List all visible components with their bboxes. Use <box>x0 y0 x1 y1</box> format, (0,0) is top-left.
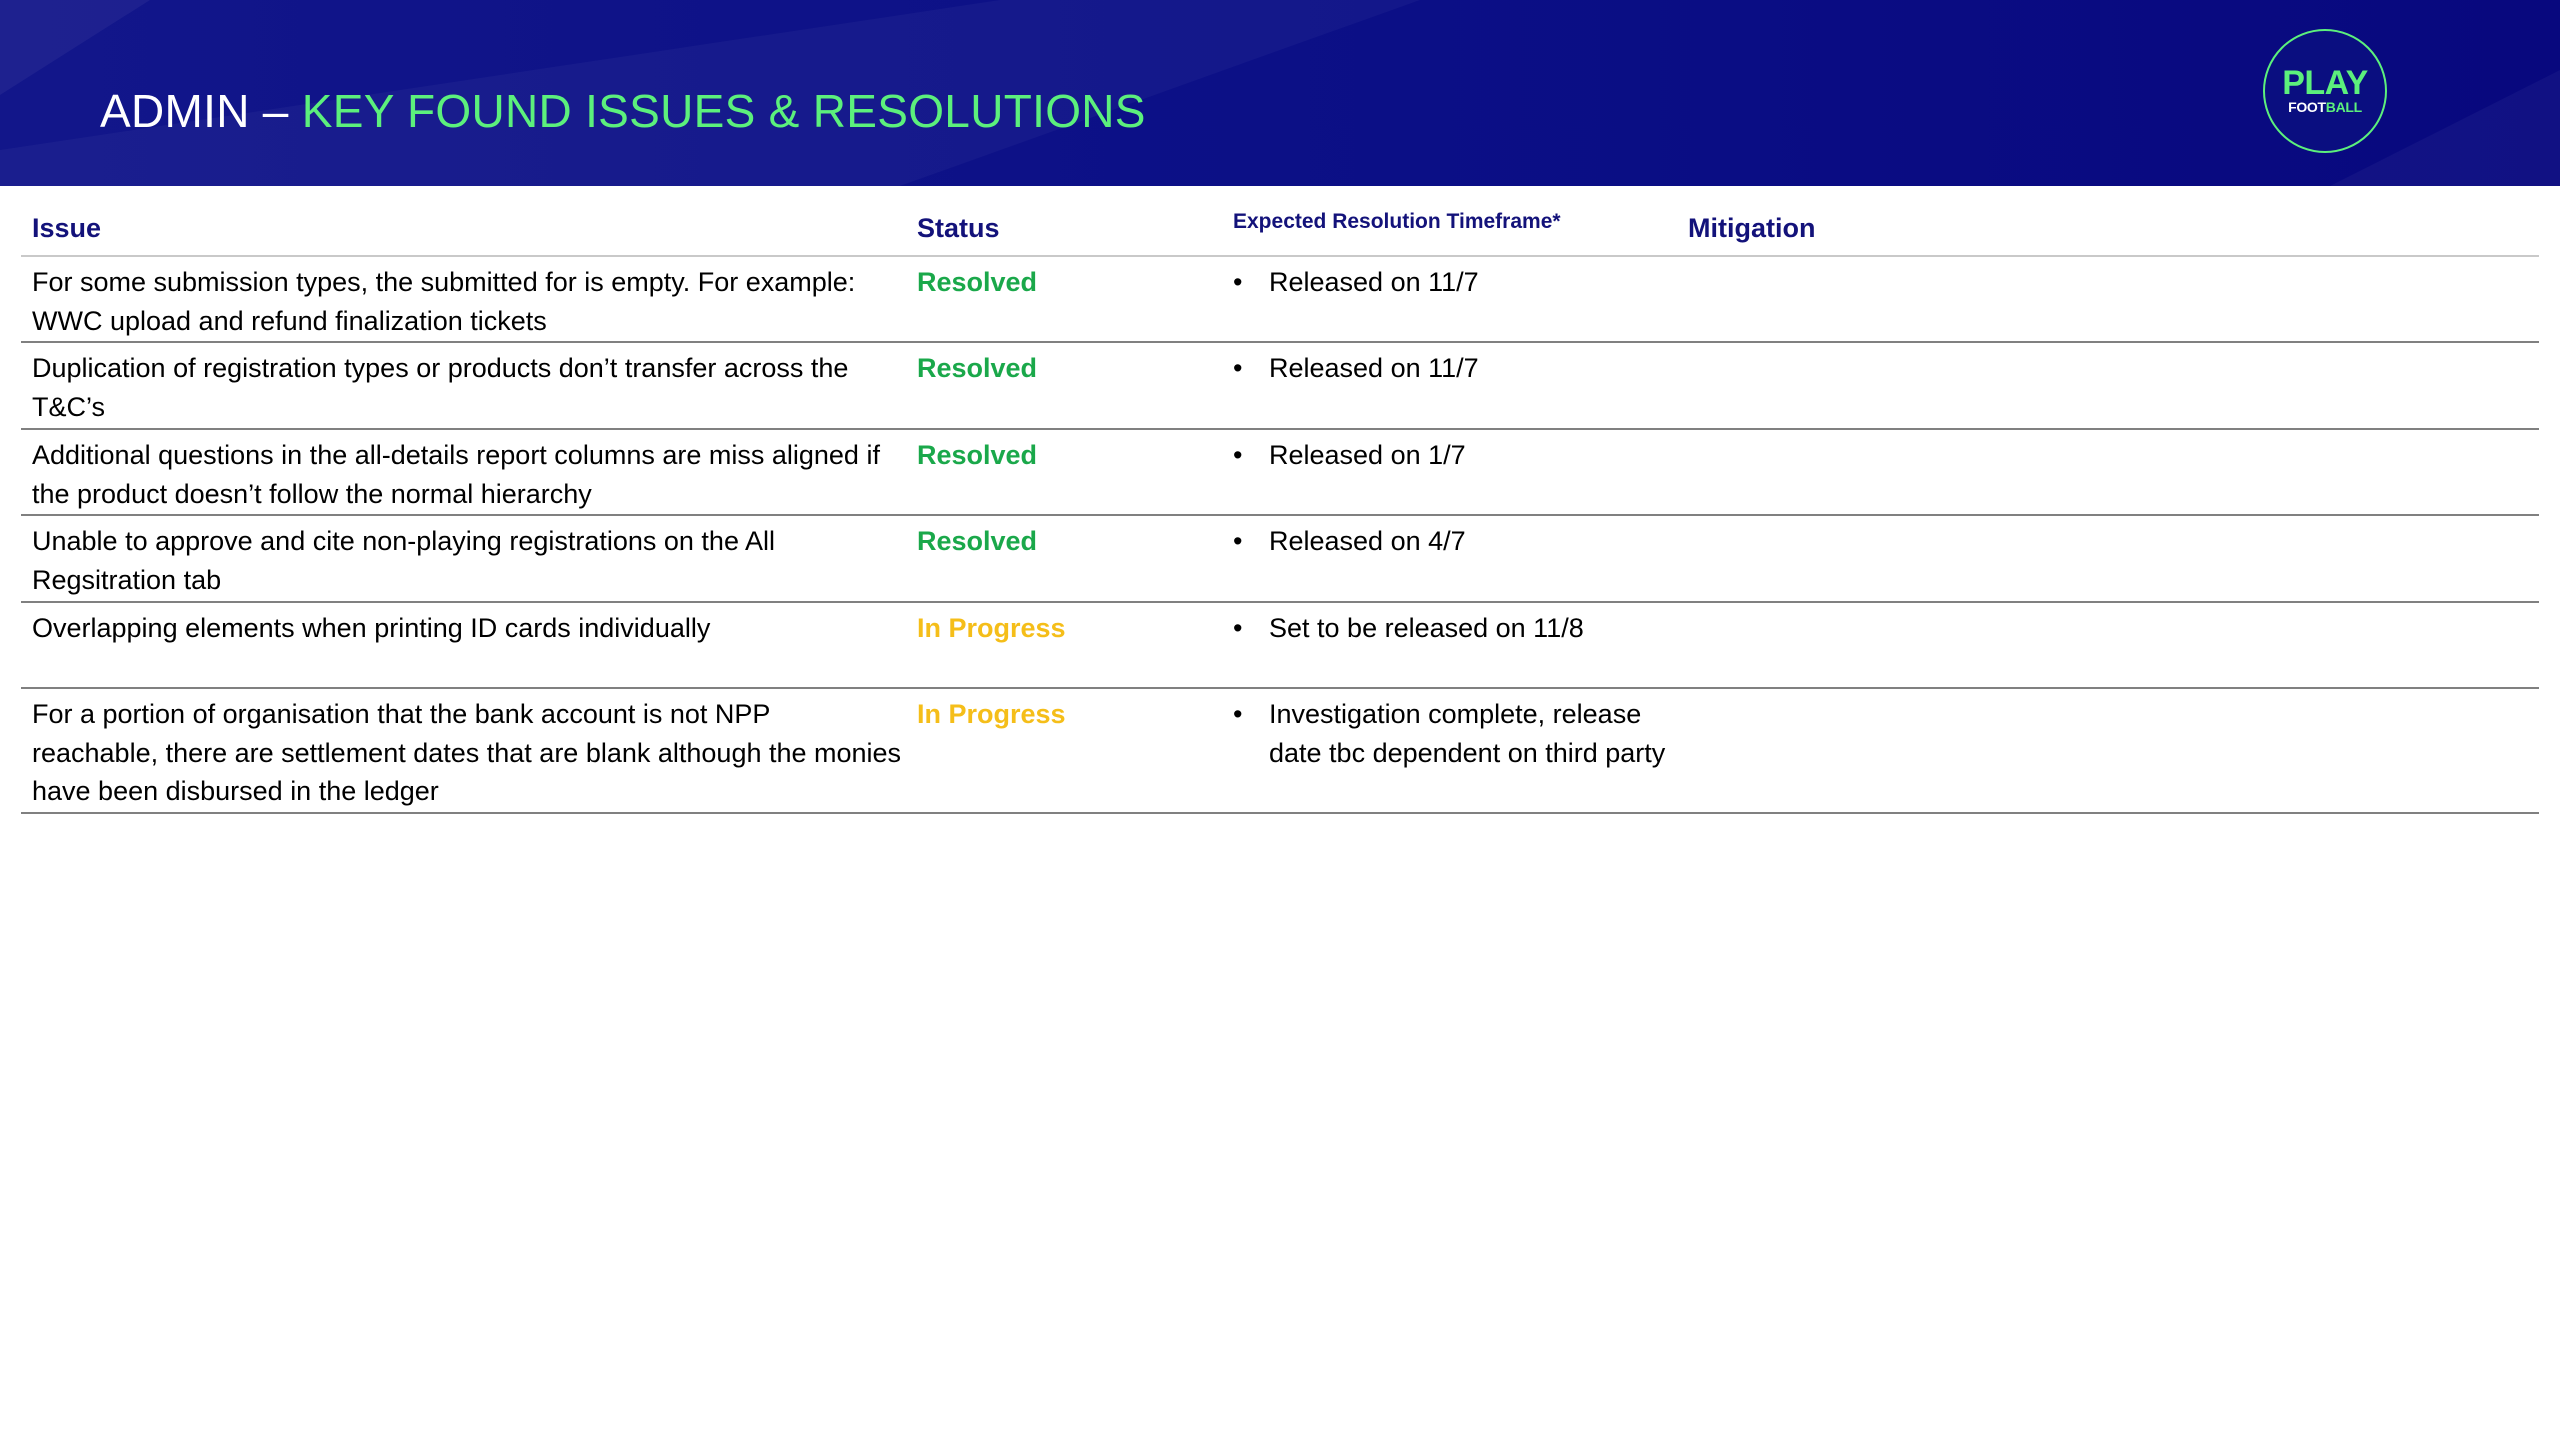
table-row <box>21 343 2539 430</box>
timeframe-cell <box>1233 695 1673 772</box>
bullet-icon: • <box>1233 526 1243 556</box>
status-cell: Resolved <box>917 526 1038 556</box>
status-cell: In Progress <box>917 613 1066 643</box>
logo-text-play: PLAY <box>2282 64 2368 102</box>
timeframe-cell <box>1233 522 1683 561</box>
status-cell: Resolved <box>917 353 1038 383</box>
timeframe-text: Released on 4/7 <box>1269 526 1466 556</box>
table-row <box>21 430 2539 516</box>
timeframe-text: Released on 1/7 <box>1269 440 1466 470</box>
timeframe-text: Released on 11/7 <box>1269 353 1479 383</box>
table-row <box>21 257 2539 343</box>
issue-cell: Duplication of registration types or products don’t transfer across the T&C’s <box>32 353 849 422</box>
logo-text-football <box>2288 99 2362 115</box>
logo-text-ball: BALL <box>2325 99 2362 115</box>
table-row <box>21 603 2539 689</box>
status-cell: Resolved <box>917 440 1038 470</box>
issue-cell: For a portion of organisation that the bank account is not NPP reachable, there are settlement dates that are blank although the monies have been disbursed in the ledger <box>32 699 902 806</box>
bullet-icon: • <box>1233 440 1243 470</box>
table-header-row <box>21 206 2539 257</box>
timeframe-cell <box>1233 263 1683 302</box>
issue-cell: Unable to approve and cite non-playing registrations on the All Regsitration tab <box>32 526 775 595</box>
issue-cell: Additional questions in the all-details report columns are miss aligned if the product doesn’t follow the normal hierarchy <box>32 440 880 509</box>
timeframe-text: Released on 11/7 <box>1269 267 1479 297</box>
issue-cell: Overlapping elements when printing ID cards individually <box>32 613 711 643</box>
bullet-icon: • <box>1233 613 1243 643</box>
title-banner <box>0 0 2560 186</box>
page-title-prefix: ADMIN – <box>100 85 302 137</box>
issues-table <box>21 206 2539 814</box>
play-football-logo <box>2263 29 2387 153</box>
logo-text-foot: FOOT <box>2288 99 2326 115</box>
timeframe-text: Investigation complete, release date tbc dependent on third party <box>1269 699 1666 768</box>
table-row <box>21 689 2539 814</box>
column-header-timeframe: Expected Resolution Timeframe* <box>1233 210 1561 233</box>
timeframe-cell <box>1233 609 1683 648</box>
timeframe-text: Set to be released on 11/8 <box>1269 613 1584 643</box>
timeframe-cell <box>1233 349 1683 388</box>
table-row <box>21 516 2539 603</box>
page-title-highlight: KEY FOUND ISSUES & RESOLUTIONS <box>301 85 1146 137</box>
bullet-icon: • <box>1233 267 1243 297</box>
bullet-icon: • <box>1233 699 1243 729</box>
page-title <box>100 84 1146 138</box>
status-cell: In Progress <box>917 699 1066 729</box>
column-header-issue: Issue <box>32 213 102 243</box>
bullet-icon: • <box>1233 353 1243 383</box>
issue-cell: For some submission types, the submitted for is empty. For example: WWC upload and refund finalization tickets <box>32 267 856 336</box>
column-header-status: Status <box>917 213 1000 243</box>
timeframe-cell <box>1233 436 1683 475</box>
status-cell: Resolved <box>917 267 1038 297</box>
column-header-mitigation: Mitigation <box>1688 213 1816 243</box>
